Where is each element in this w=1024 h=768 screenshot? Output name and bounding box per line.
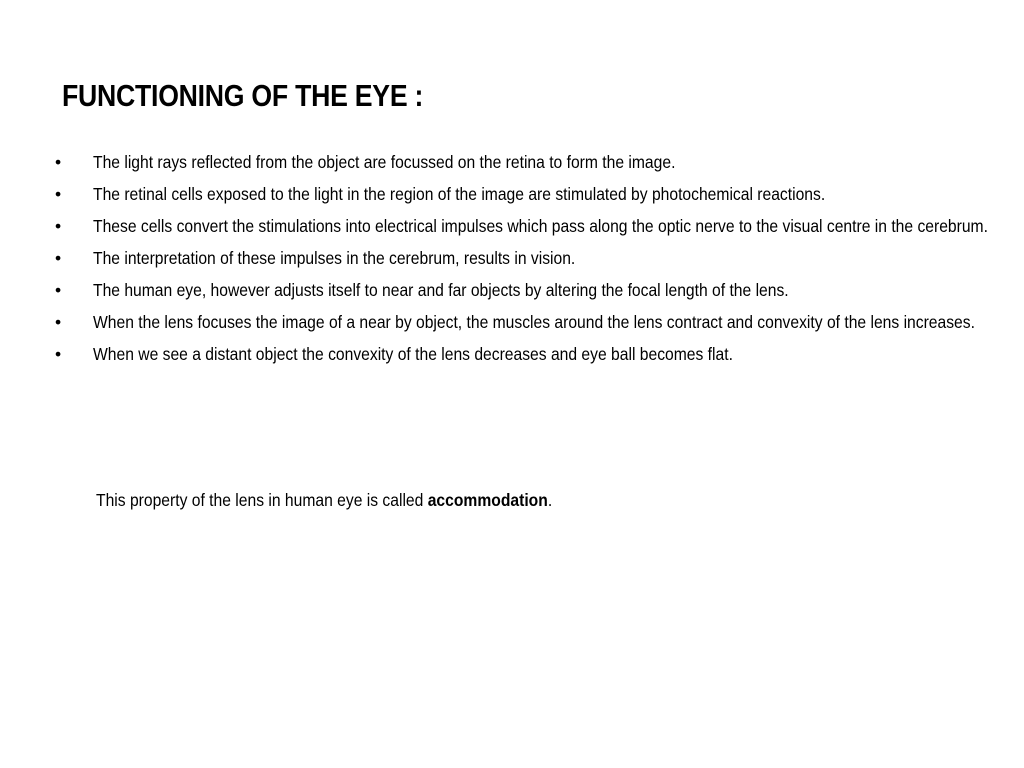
bullet-item [55,244,960,272]
bullet-item [55,180,960,208]
bullet-item [55,276,960,304]
bullet-text: When we see a distant object the convexity of the lens decreases and eye ball becomes flat. [93,344,733,364]
note-suffix: . [547,490,553,510]
bullet-item [55,148,960,176]
bullet-dot: • [55,216,62,236]
accommodation-note [96,486,552,514]
bullet-item [55,340,960,368]
bullet-dot: • [55,248,62,268]
bullet-text: The retinal cells exposed to the light in the region of the image are stimulated by photochemical reactions. [93,184,826,204]
bullet-item [55,308,975,336]
bullet-dot: • [55,280,62,300]
bullet-text: The human eye, however adjusts itself to near and far objects by altering the focal length of the lens. [93,280,789,300]
note-emphasis: accommodation [427,490,548,510]
bullet-text: When the lens focuses the image of a near by object, the muscles around the lens contract and convexity of the lens increases. [93,312,975,332]
bullet-text: These cells convert the stimulations into electrical impulses which pass along the optic nerve to the visual centre in the cerebrum. [93,216,988,236]
slide-title: FUNCTIONING OF THE EYE : [62,78,424,113]
bullet-text: The light rays reflected from the object are focussed on the retina to form the image. [93,152,676,172]
bullet-item [55,212,988,240]
bullet-dot: • [55,312,62,332]
bullet-list [55,148,988,372]
bullet-dot: • [55,184,62,204]
note-prefix: This property of the lens in human eye is called [96,490,428,510]
bullet-dot: • [55,344,62,364]
bullet-text: The interpretation of these impulses in the cerebrum, results in vision. [93,248,576,268]
bullet-dot: • [55,152,62,172]
